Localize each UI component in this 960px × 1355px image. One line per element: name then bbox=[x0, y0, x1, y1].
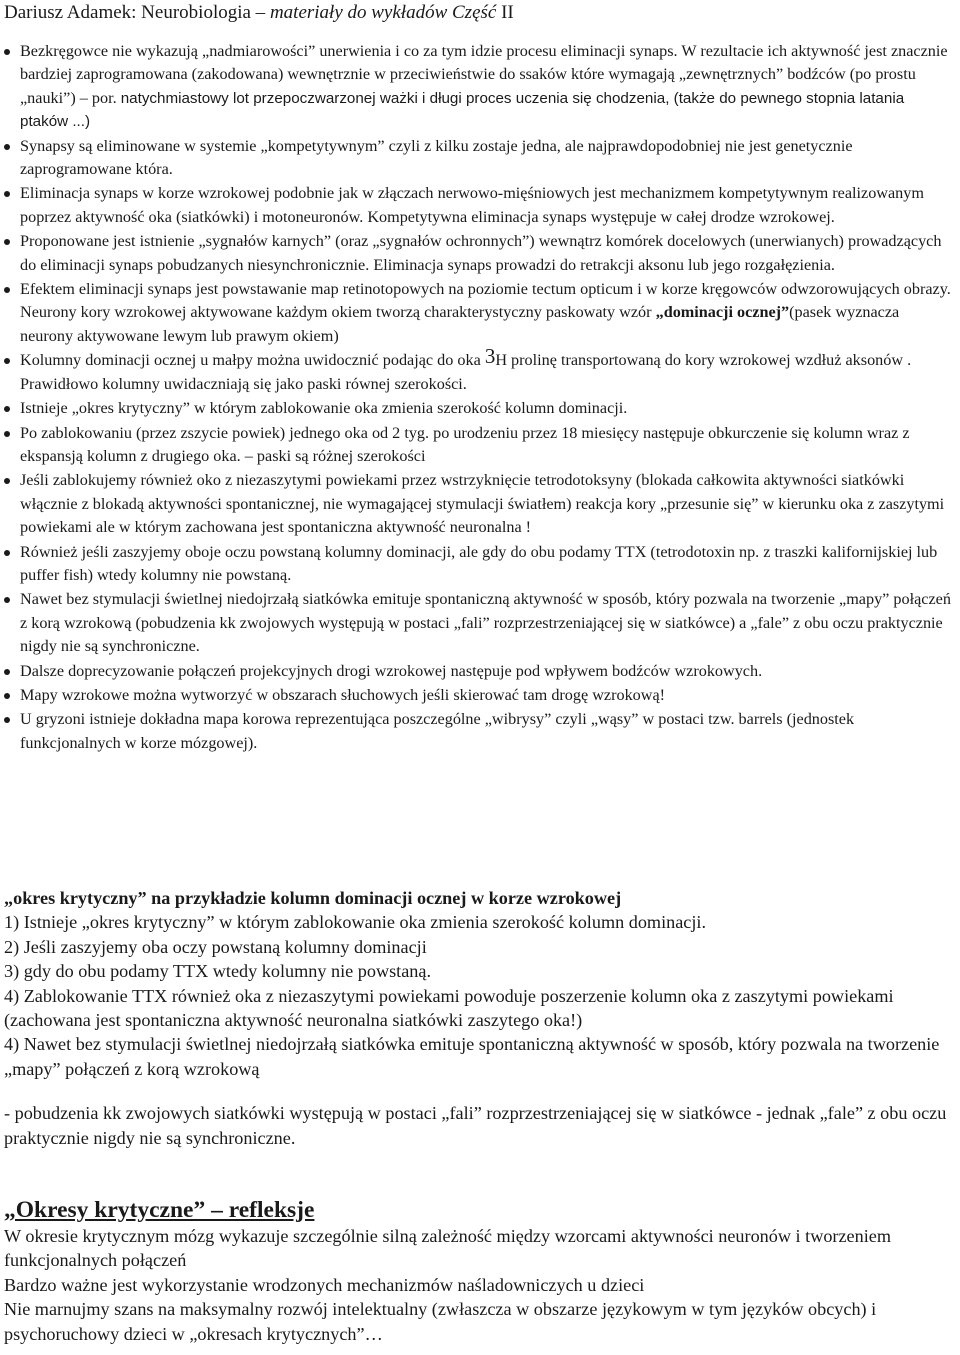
paragraph: W okresie krytycznym mózg wykazuje szczególnie silną zależność między wzorcami aktywności neuronów i tworzeniem funkcjonalnych połączeń bbox=[4, 1226, 891, 1271]
paragraph: 3) gdy do obu podamy TTX wtedy kolumny nie powstaną. bbox=[4, 961, 432, 982]
list-item-text: Synapsy są eliminowane w systemie „kompetytywnym” czyli z kilku zostaje jedna, ale najprawdopodobniej nie jest genetycznie zaprogramowane która. bbox=[20, 136, 853, 179]
list-item-text: Istnieje „okres krytyczny” w którym zablokowanie oka zmienia szerokość kolumn dominacji. bbox=[20, 399, 628, 418]
paragraph: 4) Zablokowanie TTX również oka z niezaszytymi powiekami powoduje poszerzenie kolumn oka z zaszytymi powiekami (zachowana jest spontaniczna aktywność neuronalna siatkówki zaszytego oka!) bbox=[4, 985, 894, 1031]
reflections-section bbox=[4, 1196, 956, 1346]
list-item bbox=[0, 40, 960, 134]
list-item-text: U gryzoni istnieje dokładna mapa korowa reprezentująca poszczególne „wibrysy” czyli „wąsy” w postaci tzw. barrels (jednostek funkcjonalnych w korze mózgowej). bbox=[20, 710, 855, 752]
list-item bbox=[0, 684, 960, 707]
bullet-icon bbox=[4, 358, 10, 364]
paragraph: Nie marnujmy szans na maksymalny rozwój intelektualny (zwłaszcza w obszarze językowym w tym języków obcych) i psychoruchowy dzieci w „okresach krytycznych”… bbox=[4, 1299, 877, 1344]
bullet-icon bbox=[4, 550, 10, 556]
section-heading: „Okresy krytyczne” – refleksje bbox=[4, 1197, 315, 1223]
list-item bbox=[0, 541, 960, 588]
header-author: Dariusz Adamek: Neurobiologia – bbox=[4, 2, 270, 23]
list-item-text: Również jeśli zaszyjemy oboje oczu powstaną kolumny dominacji, ale gdy do obu podamy TTX (tetrodotoxin np. z traszki kalifornijskiej lub puffer fish) wtedy kolumny nie powstaną. bbox=[20, 542, 938, 584]
superscript-mass-number: 3 bbox=[484, 344, 496, 369]
bullet-icon bbox=[4, 478, 10, 484]
paragraph: 4) Nawet bez stymulacji świetlnej niedojrzałą siatkówka emituje spontaniczną aktywność w sposób, który pozwala na tworzenie „mapy” połączeń z korą wzrokową bbox=[4, 1034, 940, 1079]
list-item-text-end: H prolinę transportowaną do kory wzrokowej wzdłuż aksonów . Prawidłowo kolumny uwidaczniają się jako paski równej szerokości. bbox=[20, 351, 912, 393]
list-item-text: Nawet bez stymulacji świetlnej niedojrzałą siatkówka emituje spontaniczną aktywność w sposób, który pozwala na tworzenie „mapy” połączeń z korą wzrokową (pobudzenia kk zwojowych występują w postaci „fali” rozprzestrzeniającej się w siatkówce) a „fale” z obu oczu praktycznie nigdy nie są synchroniczne. bbox=[20, 590, 951, 656]
bullet-icon bbox=[4, 191, 10, 197]
bullet-icon bbox=[4, 431, 10, 437]
list-item-text: Jeśli zablokujemy również oko z niezaszytymi powiekami przez wstrzyknięcie tetrodotoksyny (blokada całkowita aktywności siatkówki włącznie z blokadą aktywności spontanicznej, nie wymagającej stymulacji światłem) reakcja kory „przesunie się” w kierunku oka z zaszytymi powiekami ale w którym zachowana jest spontaniczna aktywność neuronalna ! bbox=[20, 471, 945, 537]
list-item bbox=[0, 422, 960, 469]
list-item bbox=[0, 588, 960, 658]
list-item bbox=[0, 469, 960, 539]
paragraph: - pobudzenia kk zwojowych siatkówki występują w postaci „fali” rozprzestrzeniającej się w siatkówce - jednak „fale” z obu oczu praktycznie nigdy nie są synchroniczne. bbox=[4, 1103, 947, 1148]
bullet-icon bbox=[4, 144, 10, 150]
page-header bbox=[4, 2, 514, 24]
bullet-icon bbox=[4, 717, 10, 723]
header-part: II bbox=[496, 2, 514, 23]
list-item-text-sans: natychmiastowy lot przepoczwarzonej ważki i długi proces uczenia się chodzenia, (także do pewnego stopnia latania ptaków ...) bbox=[20, 89, 905, 131]
bullet-list bbox=[0, 40, 960, 756]
list-item bbox=[0, 278, 960, 348]
list-item-bold: „dominacji ocznej” bbox=[655, 303, 790, 322]
bullet-icon bbox=[4, 693, 10, 699]
list-item-text: Bezkręgowce nie wykazują „nadmiarowości” unerwienia i co za tym idzie procesu eliminacji synaps. W rezultacie ich aktywność jest znacznie bardziej zaprogramowana (zakodowana) wewnętrznie w przeciwieństwie do ssaków które wymagają „zewnętrznych” bodźców (po prostu „nauki”) – por. bbox=[20, 42, 948, 107]
bullet-icon bbox=[4, 597, 10, 603]
paragraph: Bardzo ważne jest wykorzystanie wrodzonych mechanizmów naśladowniczych u dzieci bbox=[4, 1274, 645, 1295]
list-item-text: Kolumny dominacji ocznej u małpy można uwidocznić podając do oka bbox=[20, 351, 485, 370]
paragraph: 1) Istnieje „okres krytyczny” w którym zablokowanie oka zmienia szerokość kolumn dominacji. bbox=[4, 912, 707, 933]
list-item bbox=[0, 397, 960, 420]
bullet-icon bbox=[4, 287, 10, 293]
list-item-text-end: (pasek wyznacza neurony aktywowane lewym lub prawym okiem) bbox=[20, 303, 900, 345]
bullet-icon bbox=[4, 239, 10, 245]
list-item bbox=[0, 344, 960, 396]
paragraph: 2) Jeśli zaszyjemy oba oczy powstaną kolumny dominacji bbox=[4, 936, 427, 957]
list-item bbox=[0, 230, 960, 277]
list-item-text: Dalsze doprecyzowanie połączeń projekcyjnych drogi wzrokowej następuje pod wpływem bodźców wzrokowych. bbox=[20, 661, 763, 680]
bullet-icon bbox=[4, 49, 10, 55]
section-heading: „okres krytyczny” na przykładzie kolumn dominacji ocznej w korze wzrokowej bbox=[4, 888, 622, 908]
list-item bbox=[0, 182, 960, 229]
list-item-text: Efektem eliminacji synaps jest powstawanie map retinotopowych na poziomie tectum opticum i w korze kręgowców odwzorowujących obrazy. Neurony kory wzrokowej aktywowane każdym okiem tworzą charakterystyczny paskowaty wzór bbox=[20, 280, 951, 322]
list-item bbox=[0, 708, 960, 755]
list-item-text: Po zablokowaniu (przez zszycie powiek) jednego oka od 2 tyg. po urodzeniu przez 18 miesięcy następuje obkurczenie się kolumn wraz z ekspansją kolumn z drugiego oka. – paski są różnej szerokości bbox=[20, 423, 910, 465]
spacer bbox=[4, 1081, 956, 1101]
header-title: materiały do wykładów Część bbox=[269, 2, 497, 23]
list-item bbox=[0, 135, 960, 182]
bullet-icon bbox=[4, 669, 10, 675]
list-item-text: Eliminacja synaps w korze wzrokowej podobnie jak w złączach nerwowo-mięśniowych jest mechanizmem kompetytywnym realizowanym poprzez aktywność oka (siatkówki) i motoneuronów. Kompetytywna eliminacja synaps występuje w całej drodze wzrokowej. bbox=[20, 184, 924, 226]
bullet-icon bbox=[4, 406, 10, 412]
critical-period-section bbox=[4, 886, 956, 1150]
list-item-text: Proponowane jest istnienie „sygnałów karnych” (oraz „sygnałów ochronnych”) wewnątrz komórek docelowych (unerwianych) prowadzących do eliminacji synaps pobudzanych niesynchronicznie. Eliminacja synaps prowadzi do retrakcji aksonu lub jego rozgałęzienia. bbox=[20, 232, 942, 274]
list-item-text: Mapy wzrokowe można wytworzyć w obszarach słuchowych jeśli skierować tam drogę wzrokową! bbox=[20, 685, 666, 704]
list-item bbox=[0, 660, 960, 683]
